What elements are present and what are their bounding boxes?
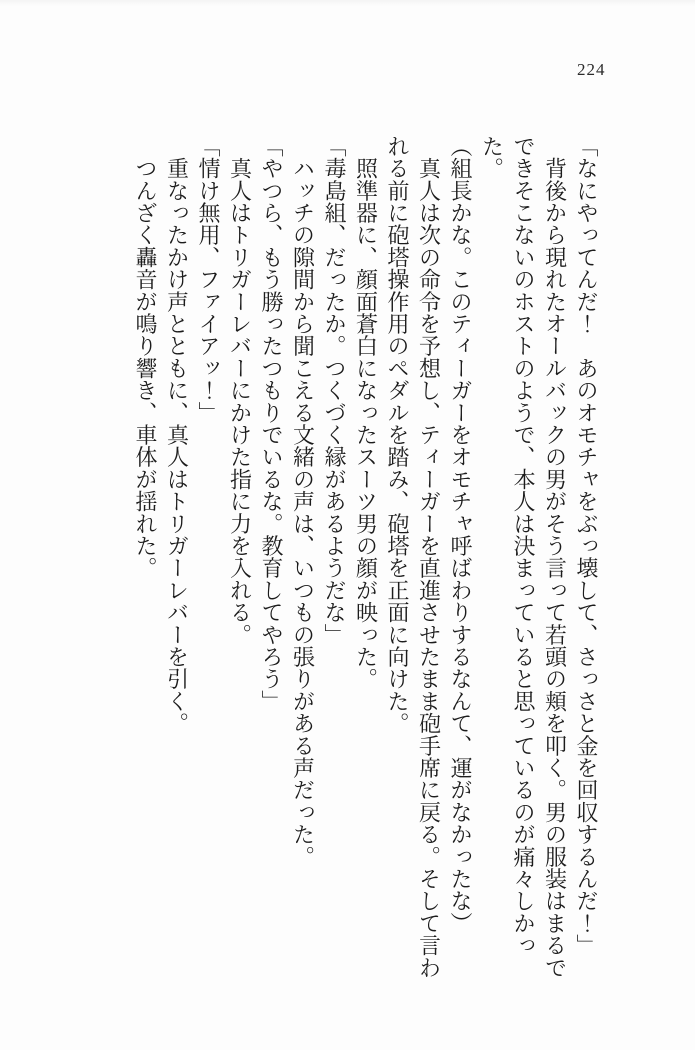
text-column: 背後から現れたオールバックの男がそう言って若頭の頬を叩く。男の服装はまるで: [542, 135, 568, 979]
page-number: 224: [577, 60, 606, 79]
text-column: 「情け無用、ファイアッ！」: [196, 135, 221, 424]
text-column: つんざく轟音が鳴り響き、車体が揺れた。: [133, 135, 158, 579]
text-column: 真人はトリガーレバーにかけた指に力を入れる。: [227, 135, 253, 646]
text-column: 照準器に、顔面蒼白になったスーツ男の顔が映った。: [353, 135, 379, 690]
text-column: できそこないのホストのようで、本人は決まっていると思っているのが痛々しかった。: [479, 135, 536, 957]
text-column: 重なったかけ声とともに、真人はトリガーレバーを引く。: [164, 135, 190, 735]
text-column: （組長かな。このティーガーをオモチャ呼ばわりするなんて、運がなかったな）: [448, 135, 473, 935]
text-column: ハッチの隙間から聞こえる文緒の声は、いつもの張りがある声だった。: [290, 135, 316, 868]
text-column: 「なにやってんだ！ あのオモチャをぶっ壊して、さっさと金を回収するんだ！」: [574, 135, 599, 957]
text-column: 「やつら、もう勝ったつもりでいるな。教育してやろう」: [259, 135, 284, 713]
text-block: [130, 135, 603, 995]
text-column: 真人は次の命令を予想し、ティーガーを直進させたまま砲手席に戻る。そして言わ: [416, 135, 442, 979]
text-column: れる前に砲塔操作用のペダルを踏み、砲塔を正面に向けた。: [385, 135, 410, 735]
text-column: 「毒島組、だったか。つくづく縁があるようだな」: [322, 135, 347, 646]
